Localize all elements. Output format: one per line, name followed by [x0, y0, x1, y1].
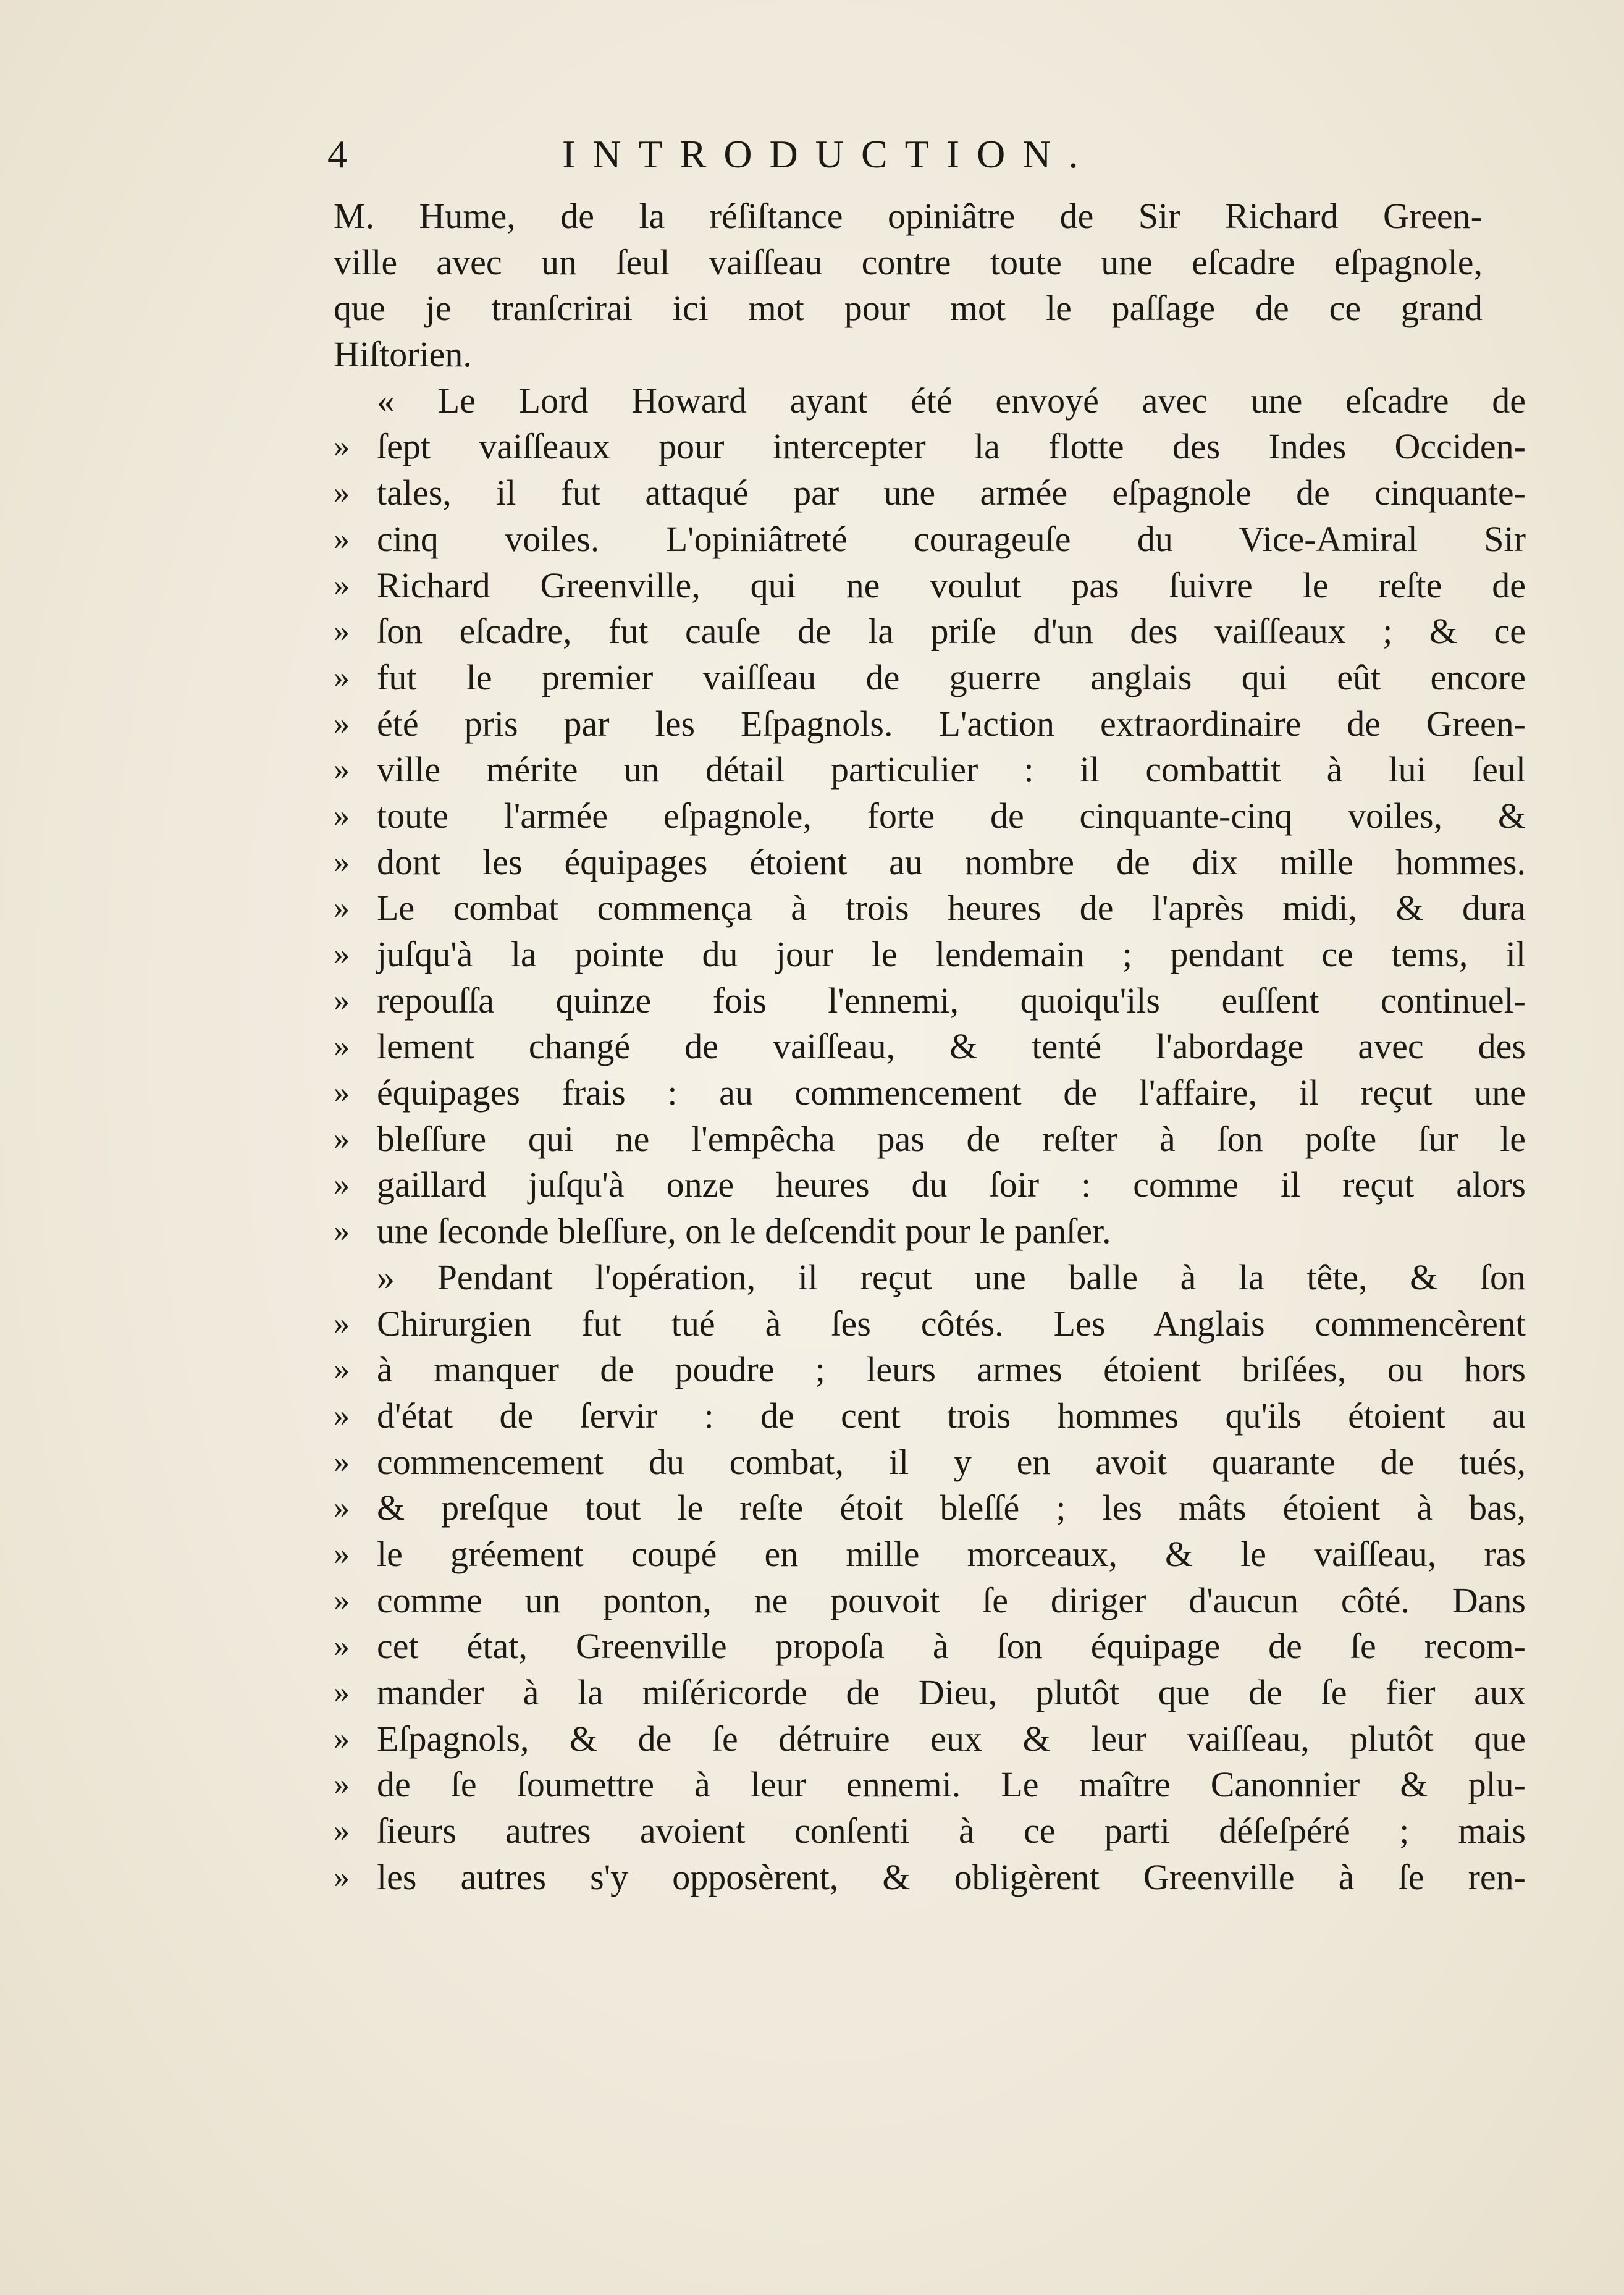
line-text: gaillard juſqu'à onze heures du ſoir : comme il reçut alors: [377, 1164, 1526, 1205]
running-title: INTRODUCTION.: [562, 132, 1096, 176]
quote-mark: »: [334, 1029, 350, 1064]
line-text: Eſpagnols, & de ſe détruire eux & leur vaiſſeau, plutôt que: [377, 1718, 1526, 1759]
quote-mark: »: [334, 890, 350, 926]
line-text: & preſque tout le reſte étoit bleſſé ; les mâts étoient à bas,: [377, 1488, 1526, 1528]
line-text: mander à la miſéricorde de Dieu, plutôt que de ſe fier aux: [377, 1672, 1526, 1712]
quote-mark: »: [334, 429, 350, 465]
line-text: à manquer de poudre ; leurs armes étoient briſées, ou hors: [377, 1349, 1526, 1390]
text-line: [334, 563, 1526, 609]
text-line: [334, 840, 1526, 886]
text-line: [334, 1762, 1526, 1808]
quote-mark: »: [334, 1628, 350, 1664]
line-text: ville avec un ſeul vaiſſeau contre toute une eſcadre eſpagnole,: [334, 242, 1483, 282]
text-line: [334, 470, 1526, 516]
line-text: Hiſtorien.: [334, 334, 472, 375]
line-text: fut le premier vaiſſeau de guerre anglais qui eût encore: [377, 657, 1526, 697]
body-text: [334, 193, 1526, 1900]
text-line: [334, 332, 1483, 378]
quote-mark: »: [334, 798, 350, 833]
line-text: repouſſa quinze fois l'ennemi, quoiqu'ils euſſent continuel-: [377, 980, 1526, 1021]
line-text: ſon eſcadre, fut cauſe de la priſe d'un des vaiſſeaux ; & ce: [377, 611, 1526, 652]
text-line: [334, 1670, 1526, 1716]
line-text: une ſeconde bleſſure, on le deſcendit pour le panſer.: [377, 1211, 1111, 1252]
line-text: bleſſure qui ne l'empêcha pas de reſter à ſon poſte ſur le: [377, 1118, 1526, 1159]
quote-mark: »: [334, 844, 350, 880]
line-text: » Pendant l'opération, il reçut une balle à la tête, & ſon: [377, 1257, 1526, 1297]
line-text: dont les équipages étoient au nombre de dix mille hommes.: [377, 841, 1526, 882]
text-line: [334, 1716, 1526, 1762]
quote-mark: »: [334, 613, 350, 649]
quote-mark: »: [334, 705, 350, 741]
line-text: ſieurs autres avoient conſenti à ce parti déſeſpéré ; mais: [377, 1811, 1526, 1851]
line-text: cinq voiles. L'opiniâtreté courageuſe du Vice-Amiral Sir: [377, 518, 1526, 559]
line-text: été pris par les Eſpagnols. L'action extraordinaire de Green-: [377, 703, 1526, 744]
quote-mark: »: [334, 1213, 350, 1249]
line-text: Le combat commença à trois heures de l'après midi, & dura: [377, 888, 1526, 929]
text-line: [334, 1255, 1526, 1301]
text-line: [334, 1070, 1526, 1116]
text-line: [334, 1208, 1483, 1255]
quote-mark: »: [334, 659, 350, 695]
text-line: [334, 932, 1526, 978]
text-line: [334, 1855, 1526, 1901]
text-line: [334, 793, 1526, 840]
quote-mark: »: [334, 1536, 350, 1572]
text-line: [334, 193, 1483, 240]
text-line: [334, 885, 1526, 932]
line-text: commencement du combat, il y en avoit quarante de tués,: [377, 1441, 1526, 1482]
text-line: [334, 1162, 1526, 1208]
text-line: [334, 285, 1483, 332]
line-text: les autres s'y opposèrent, & obligèrent Greenville à ſe ren-: [377, 1856, 1526, 1897]
line-text: M. Hume, de la réſiſtance opiniâtre de Sir Richard Green-: [334, 196, 1483, 236]
line-text: lement changé de vaiſſeau, & tenté l'abordage avec des: [377, 1026, 1526, 1067]
quote-mark: »: [334, 521, 350, 557]
line-text: tales, il fut attaqué par une armée eſpagnole de cinquante-: [377, 473, 1526, 513]
quote-mark: »: [334, 567, 350, 603]
line-text: que je tranſcrirai ici mot pour mot le paſſage de ce grand: [334, 288, 1483, 329]
line-text: juſqu'à la pointe du jour le lendemain ; pendant ce tems, il: [377, 934, 1526, 974]
line-text: ville mérite un détail particulier : il combattit à lui ſeul: [377, 749, 1526, 790]
quote-mark: »: [334, 1675, 350, 1710]
line-text: « Le Lord Howard ayant été envoyé avec une eſcadre de: [377, 380, 1526, 421]
text-line: [334, 1623, 1526, 1670]
quote-mark: »: [334, 982, 350, 1018]
text-line: [334, 1116, 1526, 1163]
line-text: d'état de ſervir : de cent trois hommes qu'ils étoient au: [377, 1395, 1526, 1436]
quote-mark: »: [334, 1075, 350, 1111]
text-line: [334, 1301, 1526, 1347]
text-line: [334, 747, 1526, 793]
text-line: [334, 240, 1483, 286]
quote-mark: »: [334, 1121, 350, 1156]
quote-mark: »: [334, 937, 350, 972]
text-line: [334, 1393, 1526, 1439]
text-line: [334, 378, 1526, 424]
line-text: de ſe ſoumettre à leur ennemi. Le maître Canonnier & plu-: [377, 1764, 1526, 1805]
text-line: [334, 1485, 1526, 1531]
text-line: [334, 516, 1526, 563]
text-line: [334, 701, 1526, 747]
text-line: [334, 1531, 1526, 1578]
text-line: [334, 1347, 1526, 1393]
page-number: 4: [327, 132, 347, 176]
text-line: [334, 978, 1526, 1024]
quote-mark: »: [334, 1859, 350, 1895]
quote-mark: »: [334, 1490, 350, 1526]
quote-mark: »: [334, 1720, 350, 1756]
quote-mark: »: [334, 752, 350, 788]
page-header: [327, 127, 1223, 182]
text-line: [334, 424, 1526, 470]
quote-mark: »: [334, 1397, 350, 1433]
quote-mark: »: [334, 1167, 350, 1203]
quote-mark: »: [334, 1305, 350, 1341]
text-line: [334, 1024, 1526, 1070]
text-line: [334, 1808, 1526, 1855]
quote-mark: »: [334, 1813, 350, 1849]
line-text: cet état, Greenville propoſa à ſon équipage de ſe recom-: [377, 1626, 1526, 1667]
line-text: toute l'armée eſpagnole, forte de cinquante-cinq voiles, &: [377, 795, 1526, 836]
line-text: Chirurgien fut tué à ſes côtés. Les Anglais commencèrent: [377, 1303, 1526, 1344]
text-line: [334, 1439, 1526, 1486]
text-line: [334, 608, 1526, 655]
quote-mark: »: [334, 1767, 350, 1803]
line-text: comme un ponton, ne pouvoit ſe diriger d'aucun côté. Dans: [377, 1580, 1526, 1620]
quote-mark: »: [334, 1444, 350, 1480]
quote-mark: »: [334, 1352, 350, 1388]
quote-mark: »: [334, 1582, 350, 1618]
quote-mark: »: [334, 475, 350, 511]
line-text: Richard Greenville, qui ne voulut pas ſuivre le reſte de: [377, 565, 1526, 605]
text-line: [334, 1578, 1526, 1624]
line-text: ſept vaiſſeaux pour intercepter la flotte des Indes Occiden-: [377, 426, 1526, 467]
line-text: le gréement coupé en mille morceaux, & le vaiſſeau, ras: [377, 1533, 1526, 1574]
text-line: [334, 655, 1526, 701]
line-text: équipages frais : au commencement de l'affaire, il reçut une: [377, 1072, 1526, 1113]
